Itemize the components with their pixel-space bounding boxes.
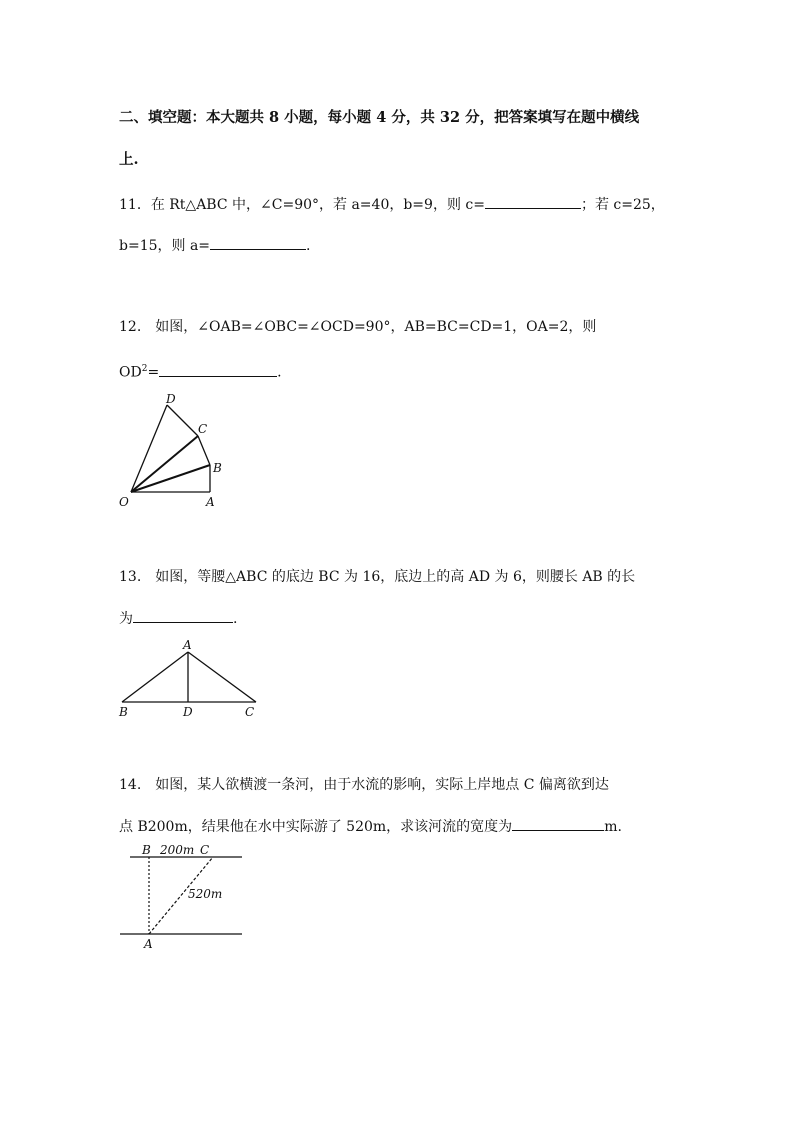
figure-q13-isosceles-triangle xyxy=(110,636,270,722)
label-o: O xyxy=(119,495,129,509)
question-11-line2 xyxy=(119,235,311,256)
answer-blank-q13[interactable] xyxy=(133,608,233,623)
label-b: B xyxy=(213,461,222,475)
label-d: D xyxy=(183,705,193,719)
segment-ob xyxy=(131,465,210,492)
segment-od xyxy=(131,405,167,492)
question-14-line1: 14. 如图，某人欲横渡一条河，由于水流的影响，实际上岸地点 C 偏离欲到达 xyxy=(119,777,609,793)
segment-cd xyxy=(167,405,198,436)
answer-blank-q11-a[interactable] xyxy=(210,235,306,250)
label-200m: 200m xyxy=(160,843,195,857)
q13-text-a: 为 xyxy=(119,611,133,627)
segment-oc xyxy=(131,436,198,492)
question-13-line2 xyxy=(119,608,237,629)
label-a: A xyxy=(144,937,153,951)
label-b: B xyxy=(119,705,128,719)
segment-ac xyxy=(188,652,256,702)
label-c: C xyxy=(245,705,255,719)
q12-od-label: OD xyxy=(119,364,142,381)
question-12-line2 xyxy=(119,359,282,383)
section-title-line2: 上. xyxy=(119,151,139,168)
q14-text-a: 点 B200m，结果他在水中实际游了 520m，求该河流的宽度为 xyxy=(119,819,513,835)
label-a: A xyxy=(183,638,192,652)
answer-blank-q12[interactable] xyxy=(159,362,277,377)
label-a: A xyxy=(206,495,215,509)
q12-period: . xyxy=(277,364,282,381)
question-12-line1: 12. 如图，∠OAB=∠OBC=∠OCD=90°，AB=BC=CD=1，OA=2，则 xyxy=(119,319,597,335)
q11-text-d: . xyxy=(306,238,311,254)
label-520m: 520m xyxy=(188,887,223,901)
q12-equals: = xyxy=(147,364,160,381)
q12-od-exponent: 2 xyxy=(141,364,148,374)
q11-text-c: b=15，则 a= xyxy=(119,238,211,254)
label-c: C xyxy=(198,422,208,436)
segment-ab xyxy=(122,652,188,702)
figure-q12-spiral-triangles xyxy=(110,385,230,515)
q14-text-b: m. xyxy=(604,819,622,835)
segment-bc xyxy=(198,436,210,465)
question-13-line1: 13. 如图，等腰△ABC 的底边 BC 为 16，底边上的高 AD 为 6，则腰长 AB 的长 xyxy=(119,569,636,585)
figure-q14-river-crossing xyxy=(112,840,247,955)
label-c: C xyxy=(200,843,210,857)
answer-blank-q11-c[interactable] xyxy=(485,194,581,209)
label-d: D xyxy=(166,392,176,406)
section-title-line1: 二、填空题：本大题共 8 小题，每小题 4 分，共 32 分，把答案填写在题中横线 xyxy=(119,109,640,126)
question-14-line2 xyxy=(119,816,622,837)
question-11-line1 xyxy=(119,194,665,215)
label-b: B xyxy=(142,843,151,857)
q13-text-b: . xyxy=(233,611,238,627)
q11-text-a: 11．在 Rt△ABC 中，∠C=90°，若 a=40，b=9，则 c= xyxy=(119,197,485,213)
q11-text-b: ；若 c=25， xyxy=(580,197,665,213)
answer-blank-q14[interactable] xyxy=(512,816,604,831)
